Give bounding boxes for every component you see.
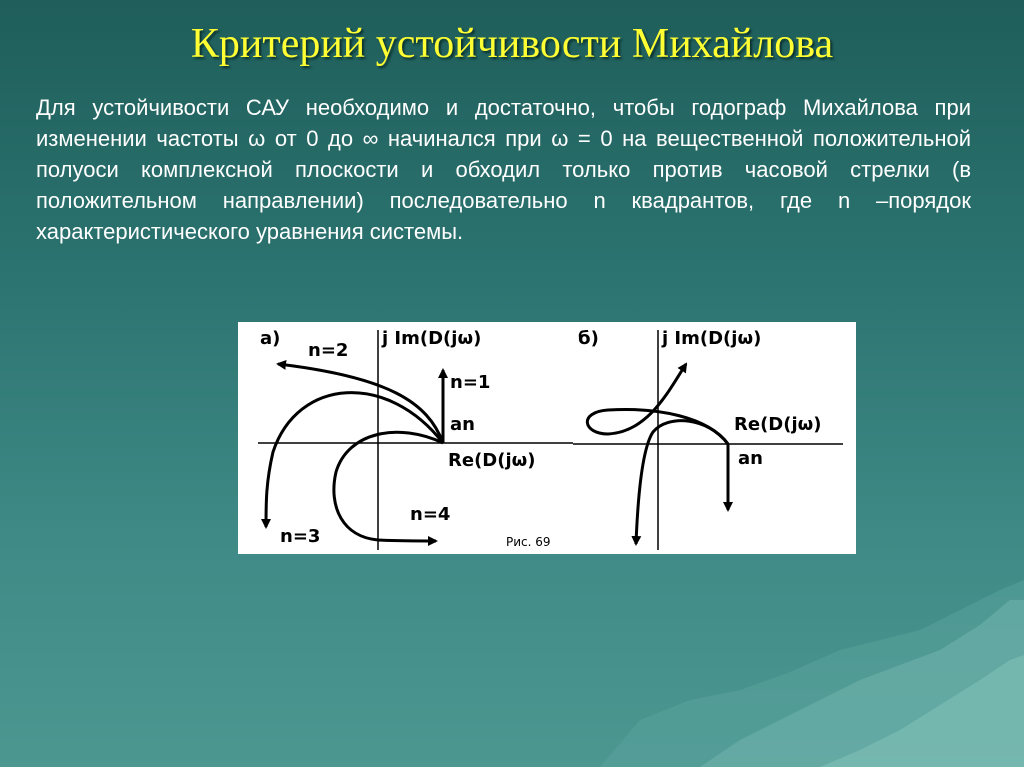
curve-b-lower <box>636 421 728 544</box>
panel-a <box>258 328 573 550</box>
panel-a-re-label: Re(D(jω) <box>448 450 536 471</box>
mikhailov-hodograph-figure <box>238 322 856 554</box>
label-n2: n=2 <box>308 340 349 361</box>
panel-b-an-label: an <box>738 448 763 469</box>
hodograph-diagram <box>238 322 856 554</box>
panel-b-re-label: Re(D(jω) <box>734 414 822 435</box>
slide-title: Критерий устойчивости Михайлова <box>190 21 834 67</box>
panel-b <box>573 328 843 550</box>
label-n1: n=1 <box>450 372 491 393</box>
panel-a-an-label: an <box>450 414 475 435</box>
figure-caption: Рис. 69 <box>506 535 551 549</box>
panel-a-im-label: j Im(D(jω) <box>382 328 482 349</box>
curve-n2 <box>278 364 443 443</box>
label-n3: n=3 <box>280 526 321 547</box>
panel-b-label: б) <box>578 328 599 349</box>
panel-b-im-label: j Im(D(jω) <box>662 328 762 349</box>
panel-a-label: а) <box>260 328 281 349</box>
body-paragraph: Для устойчивости САУ необходимо и достаточно, чтобы годограф Михайлова при изменении частоты ω от 0 до ∞ начинался при ω = 0 на вещественной положительной полуоси комплексной плоскости и обходил только против часовой стрелки (в положительном направлении) последовательно n квадрантов, где n –порядок характеристического уравнения системы. <box>36 95 971 244</box>
label-n4: n=4 <box>410 504 451 525</box>
